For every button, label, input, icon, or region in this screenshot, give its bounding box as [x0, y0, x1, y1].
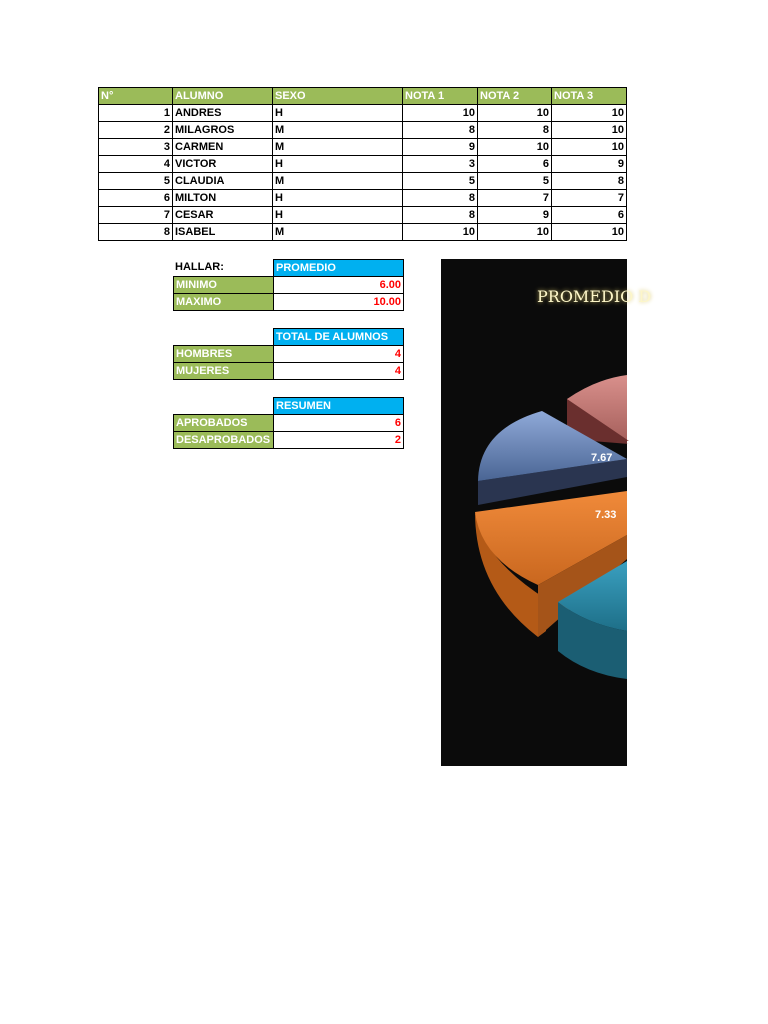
desaprobados-value: 2 [274, 432, 404, 449]
total-spacer [174, 329, 274, 346]
cell-nota-1: 10 [403, 105, 478, 122]
maximo-label: MAXIMO [174, 294, 274, 311]
cell-sexo: H [273, 105, 403, 122]
aprobados-value: 6 [274, 415, 404, 432]
cell-nota-3: 10 [552, 105, 627, 122]
cell-alumno: MILTON [173, 190, 273, 207]
cell-number: 4 [99, 156, 173, 173]
chart-title: PROMEDIO D [537, 287, 652, 306]
resumen-table [173, 397, 404, 449]
header-cell-alumno: ALUMNO [173, 88, 273, 105]
total-alumnos-table [173, 328, 404, 380]
cell-sexo: H [273, 156, 403, 173]
cell-nota-1: 8 [403, 207, 478, 224]
cell-nota-3: 10 [552, 122, 627, 139]
cell-alumno: ISABEL [173, 224, 273, 241]
table-row [99, 207, 627, 224]
header-cell-nota-1: NOTA 1 [403, 88, 478, 105]
table-row [99, 224, 627, 241]
cell-nota-1: 8 [403, 122, 478, 139]
table-header-row [99, 88, 627, 105]
table-row [99, 105, 627, 122]
cell-alumno: CARMEN [173, 139, 273, 156]
cell-nota-2: 10 [478, 224, 552, 241]
cell-nota-2: 10 [478, 139, 552, 156]
cell-nota-2: 9 [478, 207, 552, 224]
students-table-body [99, 105, 627, 241]
cell-nota-3: 9 [552, 156, 627, 173]
minimo-value: 6.00 [274, 277, 404, 294]
cell-nota-2: 7 [478, 190, 552, 207]
cell-nota-1: 8 [403, 190, 478, 207]
cell-alumno: CLAUDIA [173, 173, 273, 190]
cell-nota-3: 6 [552, 207, 627, 224]
table-row [99, 139, 627, 156]
data-label-7-67: 7.67 [591, 452, 613, 464]
cell-nota-3: 8 [552, 173, 627, 190]
promedio-pie-chart [441, 259, 652, 766]
mujeres-label: MUJERES [174, 363, 274, 380]
table-row [174, 277, 404, 294]
table-row [99, 156, 627, 173]
cell-sexo: M [273, 224, 403, 241]
cell-nota-3: 10 [552, 139, 627, 156]
students-table [98, 87, 627, 241]
cell-sexo: M [273, 139, 403, 156]
table-row [174, 432, 404, 449]
cell-nota-1: 5 [403, 173, 478, 190]
cell-alumno: ANDRES [173, 105, 273, 122]
resumen-header: RESUMEN [274, 398, 404, 415]
cell-number: 7 [99, 207, 173, 224]
cell-nota-2: 8 [478, 122, 552, 139]
cell-nota-3: 10 [552, 224, 627, 241]
hombres-value: 4 [274, 346, 404, 363]
cell-nota-1: 3 [403, 156, 478, 173]
cell-number: 2 [99, 122, 173, 139]
table-row [174, 294, 404, 311]
cell-nota-2: 5 [478, 173, 552, 190]
cell-nota-2: 10 [478, 105, 552, 122]
cell-sexo: M [273, 122, 403, 139]
header-cell-sexo: SEXO [273, 88, 403, 105]
table-row [99, 190, 627, 207]
cell-alumno: VICTOR [173, 156, 273, 173]
cell-number: 3 [99, 139, 173, 156]
cell-sexo: M [273, 173, 403, 190]
aprobados-label: APROBADOS [174, 415, 274, 432]
minimo-label: MINIMO [174, 277, 274, 294]
promedio-table [173, 259, 404, 311]
table-row [99, 122, 627, 139]
cell-nota-2: 6 [478, 156, 552, 173]
cell-sexo: H [273, 207, 403, 224]
table-row [174, 415, 404, 432]
maximo-value: 10.00 [274, 294, 404, 311]
cell-nota-3: 7 [552, 190, 627, 207]
hallar-label: HALLAR: [175, 261, 224, 273]
header-cell-nota-2: NOTA 2 [478, 88, 552, 105]
cell-number: 5 [99, 173, 173, 190]
table-row [174, 363, 404, 380]
cell-number: 6 [99, 190, 173, 207]
header-cell-number: N° [99, 88, 173, 105]
cell-alumno: MILAGROS [173, 122, 273, 139]
cell-nota-1: 10 [403, 224, 478, 241]
promedio-spacer [174, 260, 274, 277]
promedio-header: PROMEDIO [274, 260, 404, 277]
cell-nota-1: 9 [403, 139, 478, 156]
data-label-7-33: 7.33 [595, 509, 617, 521]
cell-number: 1 [99, 105, 173, 122]
hombres-label: HOMBRES [174, 346, 274, 363]
cell-alumno: CESAR [173, 207, 273, 224]
resumen-spacer [174, 398, 274, 415]
total-alumnos-header: TOTAL DE ALUMNOS [274, 329, 404, 346]
desaprobados-label: DESAPROBADOS [174, 432, 274, 449]
header-cell-nota-3: NOTA 3 [552, 88, 627, 105]
cell-sexo: H [273, 190, 403, 207]
cell-number: 8 [99, 224, 173, 241]
mujeres-value: 4 [274, 363, 404, 380]
table-row [99, 173, 627, 190]
table-row [174, 346, 404, 363]
